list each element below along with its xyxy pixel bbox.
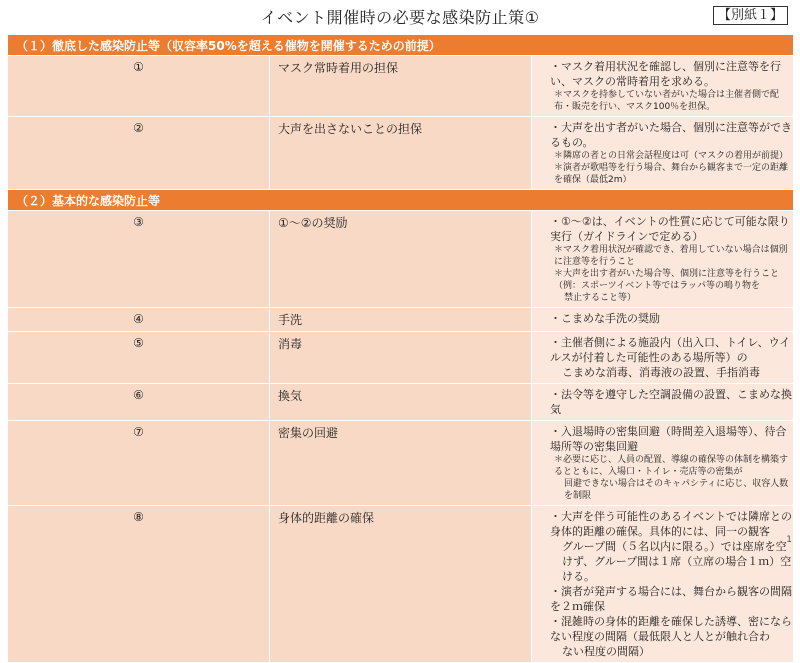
detail-line: ・①～②は、イベントの性質に応じて可能な限り実行（ガイドラインで定める） (550, 215, 790, 243)
table-row (8, 332, 794, 384)
detail-line: ・法令等を遵守した空調設備の設置、こまめな換気 (550, 388, 792, 416)
page-number: 1 (786, 535, 792, 545)
row-detail (532, 56, 794, 117)
row-detail (532, 506, 794, 663)
detail-note: 回避できない場合はそのキャパシティに応じ、収容人数を制限 (564, 479, 789, 501)
row-number: ⑦ (8, 421, 270, 506)
table-row (8, 384, 794, 421)
row-number: ④ (8, 308, 270, 332)
detail-line: ・大声を伴う可能性のあるイベントでは隣席との身体的距離の確保。具体的には、同一の観客 (550, 510, 792, 538)
detail-line: ・大声を出す者がいた場合、個別に注意等ができるもの。 (550, 121, 792, 149)
measures-table (7, 34, 794, 663)
row-number: ③ (8, 211, 270, 308)
row-detail (532, 384, 794, 421)
row-label: マスク常時着用の担保 (270, 56, 532, 117)
detail-note: ＊マスクを持参していない者がいた場合は主催者側で配布・販売を行い、マスク100％を担保。 (554, 90, 780, 112)
section-header-2: （２）基本的な感染防止等 (8, 190, 794, 211)
row-detail (532, 211, 794, 308)
detail-note: ＊隣席の者との日常会話程度は可（マスクの着用が前提） (554, 151, 789, 161)
row-label: 密集の回避 (270, 421, 532, 506)
detail-line: ・マスク着用状況を確認し、個別に注意等を行い、マスクの常時着用を求める。 (550, 60, 781, 88)
table-row (8, 506, 794, 663)
row-number: ① (8, 56, 270, 117)
table-row (8, 56, 794, 117)
row-label: 大声を出さないことの担保 (270, 117, 532, 190)
row-label: 消毒 (270, 332, 532, 384)
detail-line: グループ間（５名以内に限る。）では座席を空けず、グループ間は１席（立席の場合１ｍ）空ける。 (562, 540, 792, 583)
attachment-tag: 【別紙１】 (713, 6, 788, 25)
row-number: ② (8, 117, 270, 190)
table-row (8, 421, 794, 506)
row-label: 手洗 (270, 308, 532, 332)
row-label: 身体的距離の確保 (270, 506, 532, 663)
row-number: ⑧ (8, 506, 270, 663)
section-header-1: （１）徹底した感染防止等（収容率50%を超える催物を開催するための前提） (8, 35, 794, 56)
table-row (8, 308, 794, 332)
table-row (8, 117, 794, 190)
page-title: イベント開催時の必要な感染防止策① (260, 8, 540, 27)
detail-note: ＊必要に応じ、人員の配置、導線の確保等の体制を構築するとともに、入場口・トイレ・売店等の密集が (554, 455, 789, 477)
detail-note: ＊演者が歌唱等を行う場合、舞台から観客まで一定の距離を確保（最低2m） (554, 163, 789, 185)
detail-line: ・こまめな手洗の奨励 (550, 312, 660, 325)
table-row (8, 211, 794, 308)
detail-line: ・入退場時の密集回避（時間差入退場等）、待合場所等の密集回避 (550, 425, 787, 453)
detail-line: こまめな消毒、消毒液の設置、手指消毒 (562, 366, 760, 379)
row-number: ⑤ (8, 332, 270, 384)
detail-line: ・混雑時の身体的距離を確保した誘導、密にならない程度の間隔（最低限人と人とが触れ合わ (550, 615, 792, 643)
row-detail (532, 117, 794, 190)
detail-note: 禁止すること等） (564, 293, 637, 303)
detail-note: ＊マスク着用状況が確認でき、着用していない場合は個別に注意等を行うこと (554, 245, 788, 267)
detail-note: ＊大声を出す者がいた場合等、個別に注意等を行うこと（例：スポーツイベント等ではラッパ等の鳴り物を (554, 269, 780, 291)
row-number: ⑥ (8, 384, 270, 421)
detail-line: ・演者が発声する場合には、舞台から観客の間隔を２ｍ確保 (550, 585, 792, 613)
row-label: 換気 (270, 384, 532, 421)
row-detail (532, 308, 794, 332)
row-label: ①～②の奨励 (270, 211, 532, 308)
detail-line: ない程度の間隔） (562, 645, 650, 658)
row-detail (532, 332, 794, 384)
row-detail (532, 421, 794, 506)
detail-line: ・主催者側による施設内（出入口、トイレ、ウイルスが付着した可能性のある場所等）の (550, 336, 791, 364)
